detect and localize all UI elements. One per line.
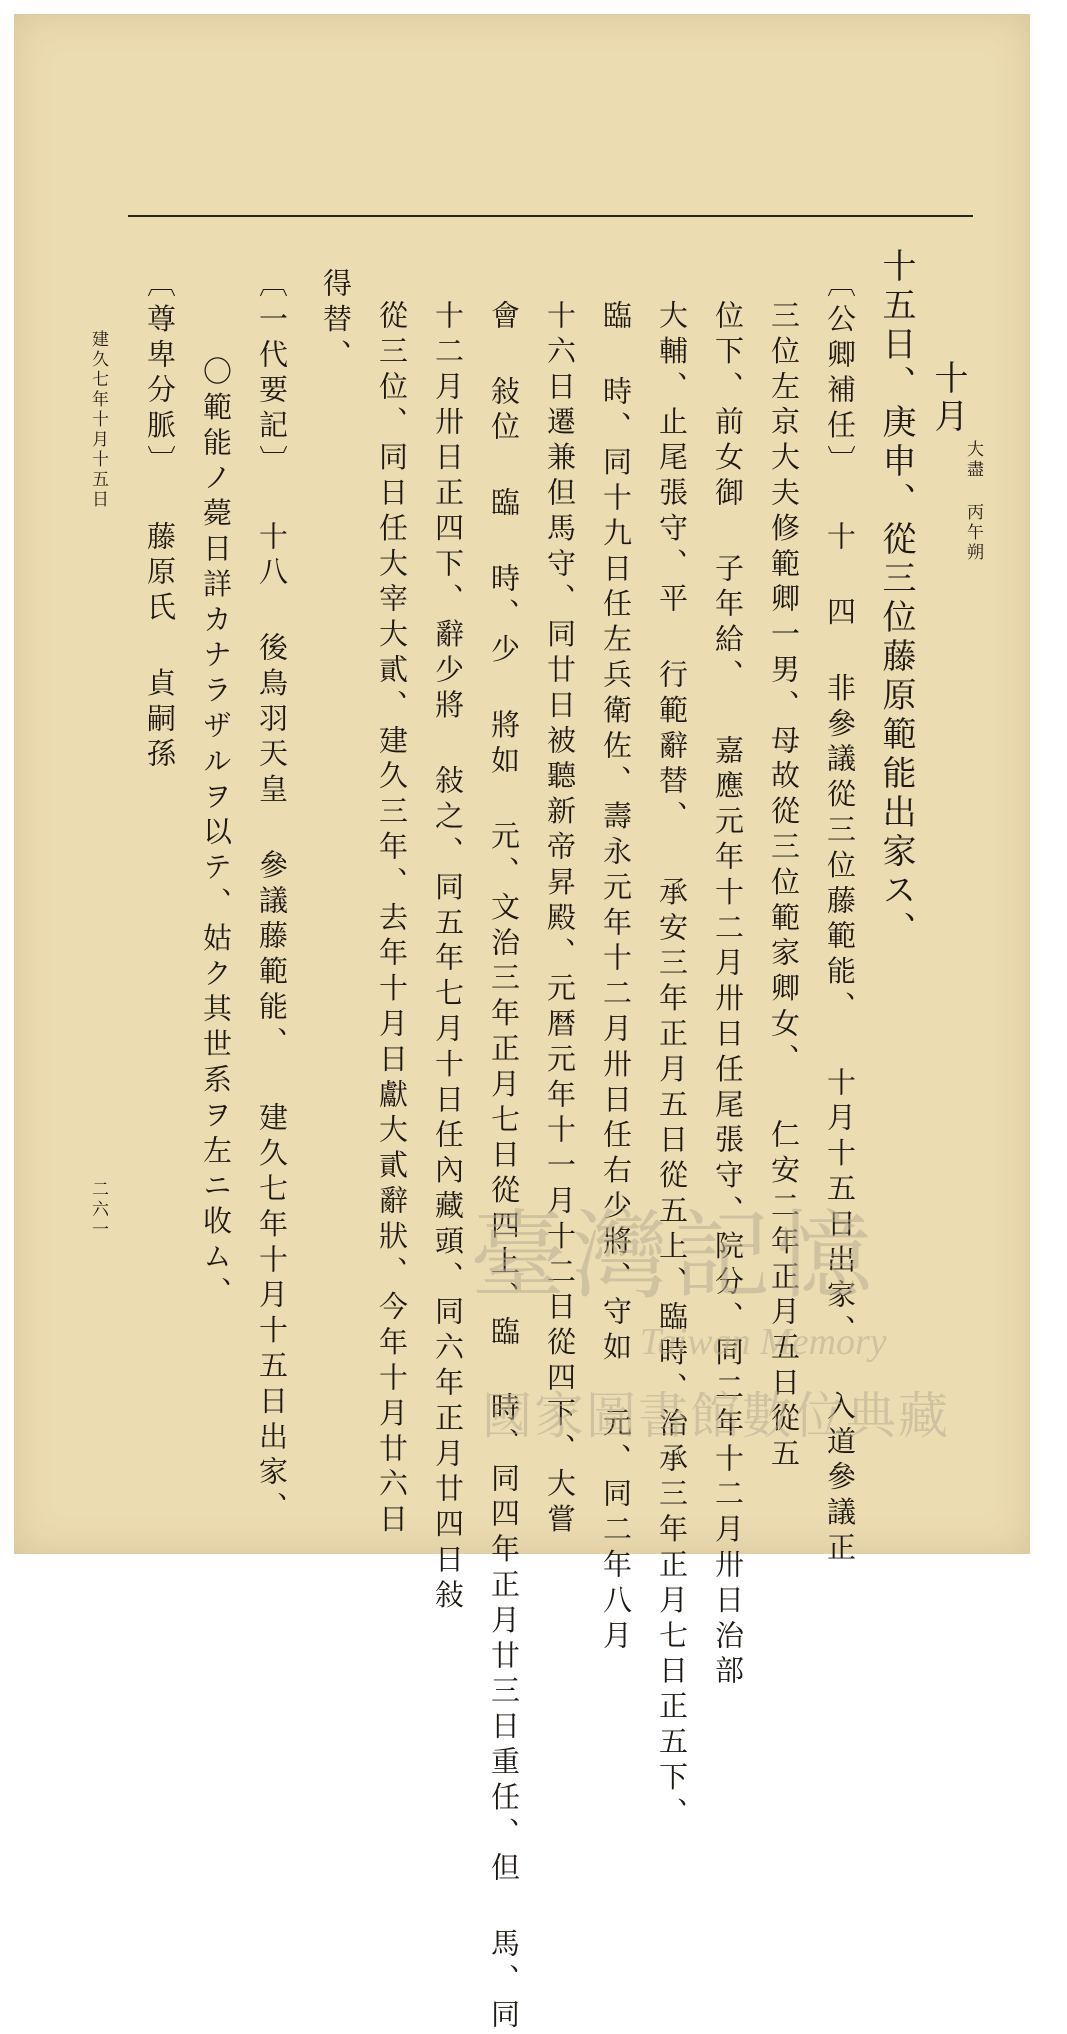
text-column: 臨 時、同十九日任左兵衛佐、壽永元年十二月卅日任右少將、守如 元、同二年八月 [599,300,633,1656]
text-column: 〔公卿補任〕 十 四 非參議從三位藤範能、 十月十五日出家、 入道參議正 [823,268,857,1568]
running-title: 建久七年十月十五日 [88,330,108,510]
text-column: 三位左京大夫修範卿一男、母故從三位範家卿女、 仁安二年正月五日從五 [767,300,801,1474]
page-number: 二六一 [88,1180,108,1240]
entry-headline: 十五日、庚申、從三位藤原範能出家ス、 [876,248,916,950]
month-heading: 十月 [928,360,968,436]
watermark-english: Taiwan Memory [640,1321,887,1363]
text-column: 從三位、同日任大宰大貳、建久三年、去年十月日獻大貳辭狀、今年十月廿六日 [375,300,409,1539]
text-column: 位下、前女御 子年給、 嘉應元年十二月卅日任尾張守、院分、同二年十二月卅日治部 [711,300,745,1691]
month-note: 大盡 丙午朔 [963,440,983,563]
text-column: 得替、 [319,268,353,375]
header-rule [128,215,973,217]
text-column: 〇範能ノ薨日詳カナラザルヲ以テ、姑ク其世系ヲ左ニ收ム、 [199,356,233,1312]
text-column: 十六日遷兼但馬守、同廿日被聽新帝昇殿、元暦元年十一月十二日從四下、大嘗 [543,300,577,1539]
text-column: 〔尊卑分脈〕 藤原氏 貞嗣孫 [143,268,177,774]
text-column: 會 敍位 臨 時、少 將如 元、文治三年正月七日從四上、臨 時、同四年正月廿三日重任、但 馬、同 [487,300,521,2034]
text-column: 十二月卅日正四下、辭少將 敍之、同五年七月十日任內藏頭、同六年正月廿四日敍 [431,300,465,1615]
watermark-institution: 國家圖書館數位典藏 [482,1387,950,1445]
text-column: 大輔、止尾張守、平 行範辭替、 承安三年正月五日從五上、臨時、治承三年正月七日正五下、 [655,300,689,1833]
watermark-logo: 臺灣記憶 [470,1200,878,1312]
text-column: 〔一代要記〕 十八 後鳥羽天皇 參議藤範能、 建久七年十月十五日出家、 [255,268,289,1527]
